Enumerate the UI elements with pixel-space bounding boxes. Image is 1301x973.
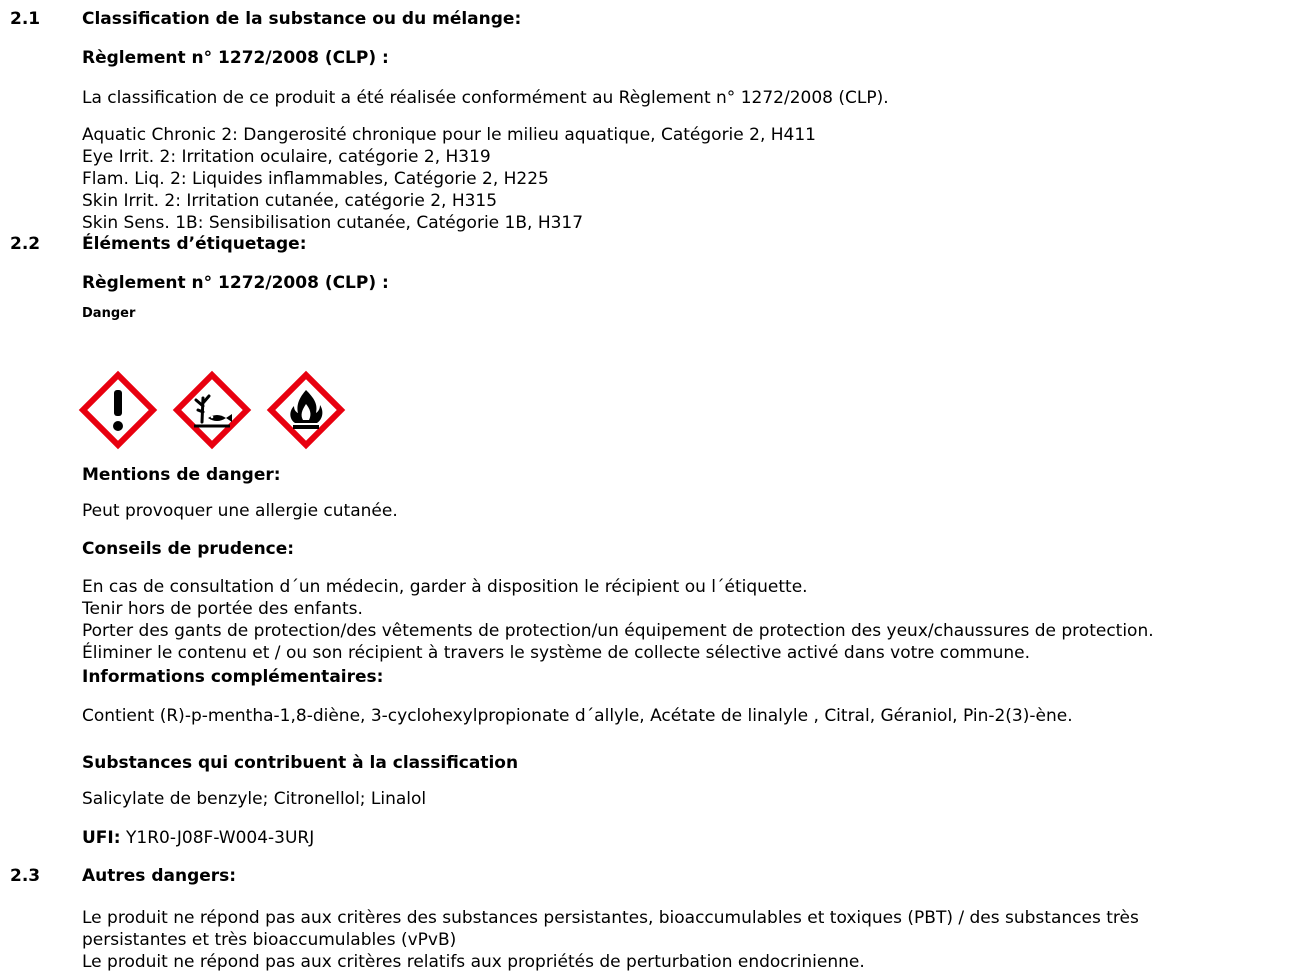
classification-intro: La classification de ce produit a été réalisée conformément au Règlement n° 1272/2008 (CLP). xyxy=(82,88,889,108)
list-item: Skin Sens. 1B: Sensibilisation cutanée, Catégorie 1B, H317 xyxy=(82,213,584,233)
list-item: Tenir hors de portée des enfants. xyxy=(82,599,363,619)
environment-icon xyxy=(172,370,252,450)
section-title: Classification de la substance ou du mélange: xyxy=(82,9,522,29)
list-item: En cas de consultation d´un médecin, garder à disposition le récipient ou l´étiquette. xyxy=(82,577,808,597)
list-item: Eye Irrit. 2: Irritation oculaire, catégorie 2, H319 xyxy=(82,147,491,167)
contributing-substances-text: Salicylate de benzyle; Citronellol; Linalol xyxy=(82,789,427,809)
regulation-heading: Règlement n° 1272/2008 (CLP) : xyxy=(82,273,389,293)
flame-icon xyxy=(266,370,346,450)
list-item: persistantes et très bioaccumulables (vPvB) xyxy=(82,930,457,950)
additional-info-heading: Informations complémentaires: xyxy=(82,667,384,687)
hazard-statement: Peut provoquer une allergie cutanée. xyxy=(82,501,398,521)
list-item: Le produit ne répond pas aux critères relatifs aux propriétés de perturbation endocrinienne. xyxy=(82,952,865,972)
ufi-value: Y1R0-J08F-W004-3URJ xyxy=(126,828,315,848)
additional-info-text: Contient (R)-p-mentha-1,8-diène, 3-cyclohexylpropionate d´allyle, Acétate de linalyle , Citral, Géraniol, Pin-2(3)-ène. xyxy=(82,706,1073,726)
list-item: Flam. Liq. 2: Liquides inflammables, Catégorie 2, H225 xyxy=(82,169,549,189)
list-item: Le produit ne répond pas aux critères des substances persistantes, bioaccumulables et toxiques (PBT) / des substances très xyxy=(82,908,1139,928)
section-number: 2.3 xyxy=(10,866,41,886)
other-hazards-text xyxy=(82,907,1139,973)
list-item: Skin Irrit. 2: Irritation cutanée, catégorie 2, H315 xyxy=(82,191,498,211)
classification-list xyxy=(82,124,816,234)
list-item: Éliminer le contenu et / ou son récipient à travers le système de collecte sélective activé dans votre commune. xyxy=(82,643,1031,663)
precautionary-heading: Conseils de prudence: xyxy=(82,539,295,559)
signal-word: Danger xyxy=(82,306,136,321)
section-number: 2.2 xyxy=(10,234,41,254)
precautionary-list xyxy=(82,576,1154,664)
list-item: Aquatic Chronic 2: Dangerosité chronique pour le milieu aquatique, Catégorie 2, H411 xyxy=(82,125,816,145)
regulation-heading: Règlement n° 1272/2008 (CLP) : xyxy=(82,48,389,68)
exclamation-mark-icon xyxy=(78,370,158,450)
ufi-label: UFI: xyxy=(82,828,121,848)
section-number: 2.1 xyxy=(10,9,41,29)
hazard-statements-heading: Mentions de danger: xyxy=(82,465,281,485)
contributing-substances-heading: Substances qui contribuent à la classification xyxy=(82,753,519,773)
list-item: Porter des gants de protection/des vêtements de protection/un équipement de protection des yeux/chaussures de protection. xyxy=(82,621,1154,641)
section-title: Éléments d’étiquetage: xyxy=(82,234,307,254)
section-title: Autres dangers: xyxy=(82,866,237,886)
